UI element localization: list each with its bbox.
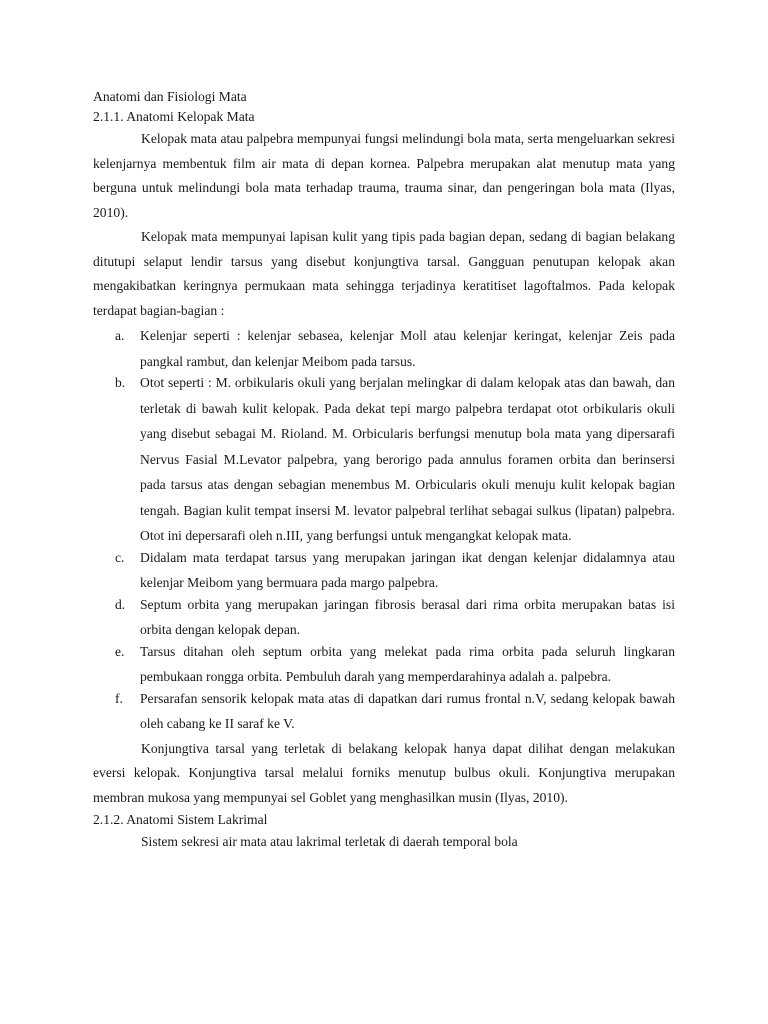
- list-marker: c.: [115, 549, 125, 565]
- list-item: [93, 686, 675, 737]
- list-marker: e.: [115, 643, 125, 659]
- document-title: Anatomi dan Fisiologi Mata: [93, 89, 247, 104]
- paragraph: Kelopak mata atau palpebra mempunyai fungsi melindungi bola mata, serta mengeluarkan sekresi kelenjarnya membentuk film air mata di depan kornea. Palpebra merupakan alat menutup mata yang berguna untuk melindungi bola mata terhadap trauma, trauma sinar, dan pengeringan bola mata (Ilyas, 2010).: [93, 131, 675, 220]
- list-item: [93, 592, 675, 643]
- list-item-text: Tarsus ditahan oleh septum orbita yang melekat pada rima orbita pada seluruh lingkaran pembukaan rongga orbita. Pembuluh darah yang memperdarahinya adalah a. palpebra.: [140, 643, 675, 684]
- list-item-text: Persarafan sensorik kelopak mata atas di dapatkan dari rumus frontal n.V, sedang kelopak bawah oleh cabang ke II saraf ke V.: [140, 690, 675, 731]
- list-item: [93, 323, 675, 374]
- list-item: [93, 370, 675, 549]
- list-marker: d.: [115, 596, 126, 612]
- list-marker: a.: [115, 328, 125, 343]
- paragraph: Kelopak mata mempunyai lapisan kulit yang tipis pada bagian depan, sedang di bagian belakang ditutupi selaput lendir tarsus yang disebut konjungtiva tarsal. Gangguan penutupan kelopak akan mengakibatkan keringnya permukaan mata sehingga terjadinya keratitiset lagoftalmos. Pada kelopak terdapat bagian-bagian :: [93, 229, 675, 318]
- document-page: [93, 87, 675, 855]
- paragraph: Sistem sekresi air mata atau lakrimal terletak di daerah temporal bola: [141, 834, 518, 849]
- list-item-text: Didalam mata terdapat tarsus yang merupakan jaringan ikat dengan kelenjar didalamnya atau kelenjar Meibom yang bermuara pada margo palpebra.: [140, 549, 675, 590]
- list-marker: f.: [115, 690, 123, 706]
- parts-list: [93, 323, 675, 737]
- list-item: [93, 545, 675, 596]
- section-heading-sistem-lakrimal: 2.1.2. Anatomi Sistem Lakrimal: [93, 812, 268, 827]
- list-marker: b.: [115, 375, 126, 390]
- list-item-text: Otot seperti : M. orbikularis okuli yang berjalan melingkar di dalam kelopak atas dan bawah, dan terletak di bawah kulit kelopak. Pada dekat tepi margo palpebra terdapat otot orbikularis okuli yang disebut sebagai M. Rioland. M. Orbicularis berfungsi menutup bola mata yang dipersarafi Nervus Fasial M.Levator palpebra, yang berorigo pada annulus foramen orbita dan berinsersi pada tarsus atas dengan sebagian menembus M. Orbicularis okuli menuju kulit kelopak bagian tengah. Bagian kulit tempat insersi M. levator palpebral terlihat sebagai sulkus (lipatan) palpebra. Otot ini depersarafi oleh n.III, yang berfungsi untuk mengangkat kelopak mata.: [140, 375, 675, 543]
- list-item-text: Septum orbita yang merupakan jaringan fibrosis berasal dari rima orbita merupakan batas isi orbita dengan kelopak depan.: [140, 596, 675, 637]
- list-item: [93, 639, 675, 690]
- paragraph: Konjungtiva tarsal yang terletak di belakang kelopak hanya dapat dilihat dengan melakukan eversi kelopak. Konjungtiva tarsal melalui forniks menutup bulbus okuli. Konjungtiva merupakan membran mukosa yang mempunyai sel Goblet yang menghasilkan musin (Ilyas, 2010).: [93, 740, 675, 805]
- list-item-text: Kelenjar seperti : kelenjar sebasea, kelenjar Moll atau kelenjar keringat, kelenjar Zeis pada pangkal rambut, dan kelenjar Meibom pada tarsus.: [140, 328, 675, 369]
- section-heading-kelopak-mata: 2.1.1. Anatomi Kelopak Mata: [93, 109, 255, 124]
